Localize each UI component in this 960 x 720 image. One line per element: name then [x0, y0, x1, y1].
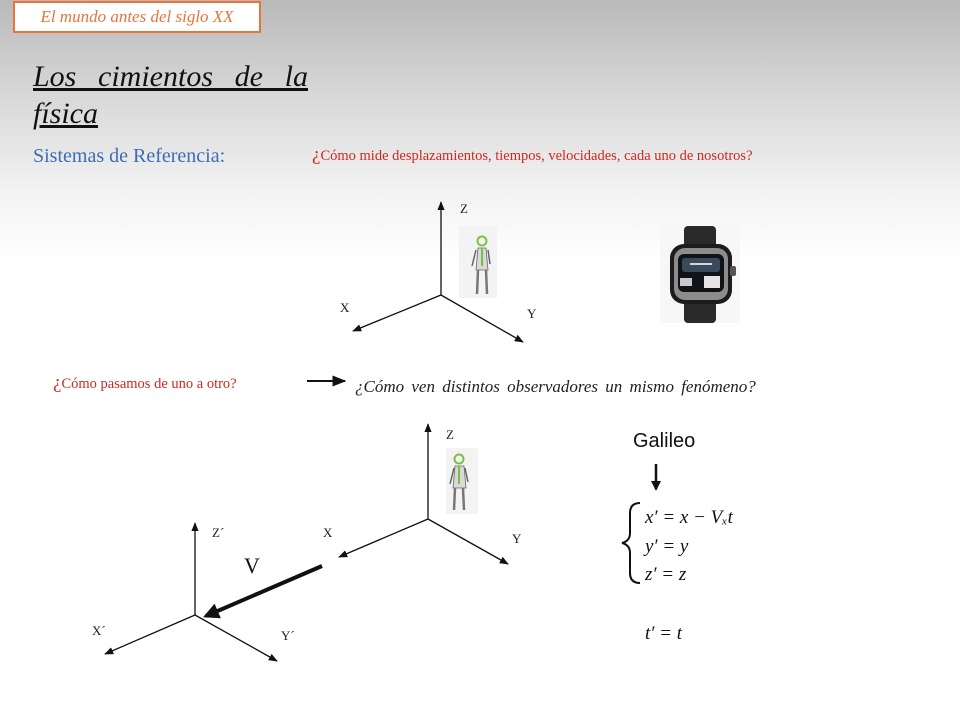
velocity-label: V — [244, 553, 260, 578]
bottom-reference-frame — [339, 424, 508, 564]
bottom-y-label: Y — [512, 531, 522, 546]
moving-reference-frame — [105, 523, 277, 661]
equation-t: t′ = t — [645, 623, 683, 644]
equation-y: y′ = y — [645, 536, 689, 557]
top-x-label: X — [340, 300, 350, 315]
bottom-x-axis — [339, 519, 428, 557]
moving-y-axis — [195, 615, 277, 661]
top-y-label: Y — [527, 306, 537, 321]
velocity-arrow-icon — [206, 566, 322, 616]
moving-y-label: Y´ — [281, 628, 295, 643]
section-header-label: El mundo antes del siglo XX — [40, 7, 234, 26]
equation-brace — [622, 503, 640, 583]
question-left-text: Cómo pasamos de uno a otro? — [61, 376, 237, 392]
bottom-z-label: Z — [446, 427, 454, 442]
moving-x-axis — [105, 615, 195, 654]
moving-x-label: X´ — [92, 623, 106, 638]
person-figure-icon — [459, 226, 497, 298]
top-z-label: Z — [460, 201, 468, 216]
equation-z: z′ = z — [645, 564, 687, 585]
galileo-label: Galileo — [633, 430, 696, 452]
top-reference-frame — [353, 202, 523, 342]
slide-subtitle: Sistemas de Referencia: — [33, 145, 226, 167]
bottom-x-label: X — [323, 525, 333, 540]
question-right: ¿Cómo ven distintos observadores un mismo fenómeno? — [355, 377, 756, 396]
moving-z-label: Z´ — [212, 525, 225, 540]
question-top-text: Cómo mide desplazamientos, tiempos, velocidades, cada uno de nosotros? — [320, 148, 753, 164]
slide-title: Los cimientos de la física — [33, 60, 308, 130]
question-top-mark: ¿ — [312, 144, 321, 165]
bottom-y-axis — [428, 519, 508, 564]
top-y-axis — [441, 295, 523, 342]
equation-x: x′ = x − Vₓt — [645, 507, 733, 528]
person-figure-icon — [446, 448, 478, 514]
question-left-mark: ¿ — [53, 372, 62, 393]
top-x-axis — [353, 295, 441, 331]
